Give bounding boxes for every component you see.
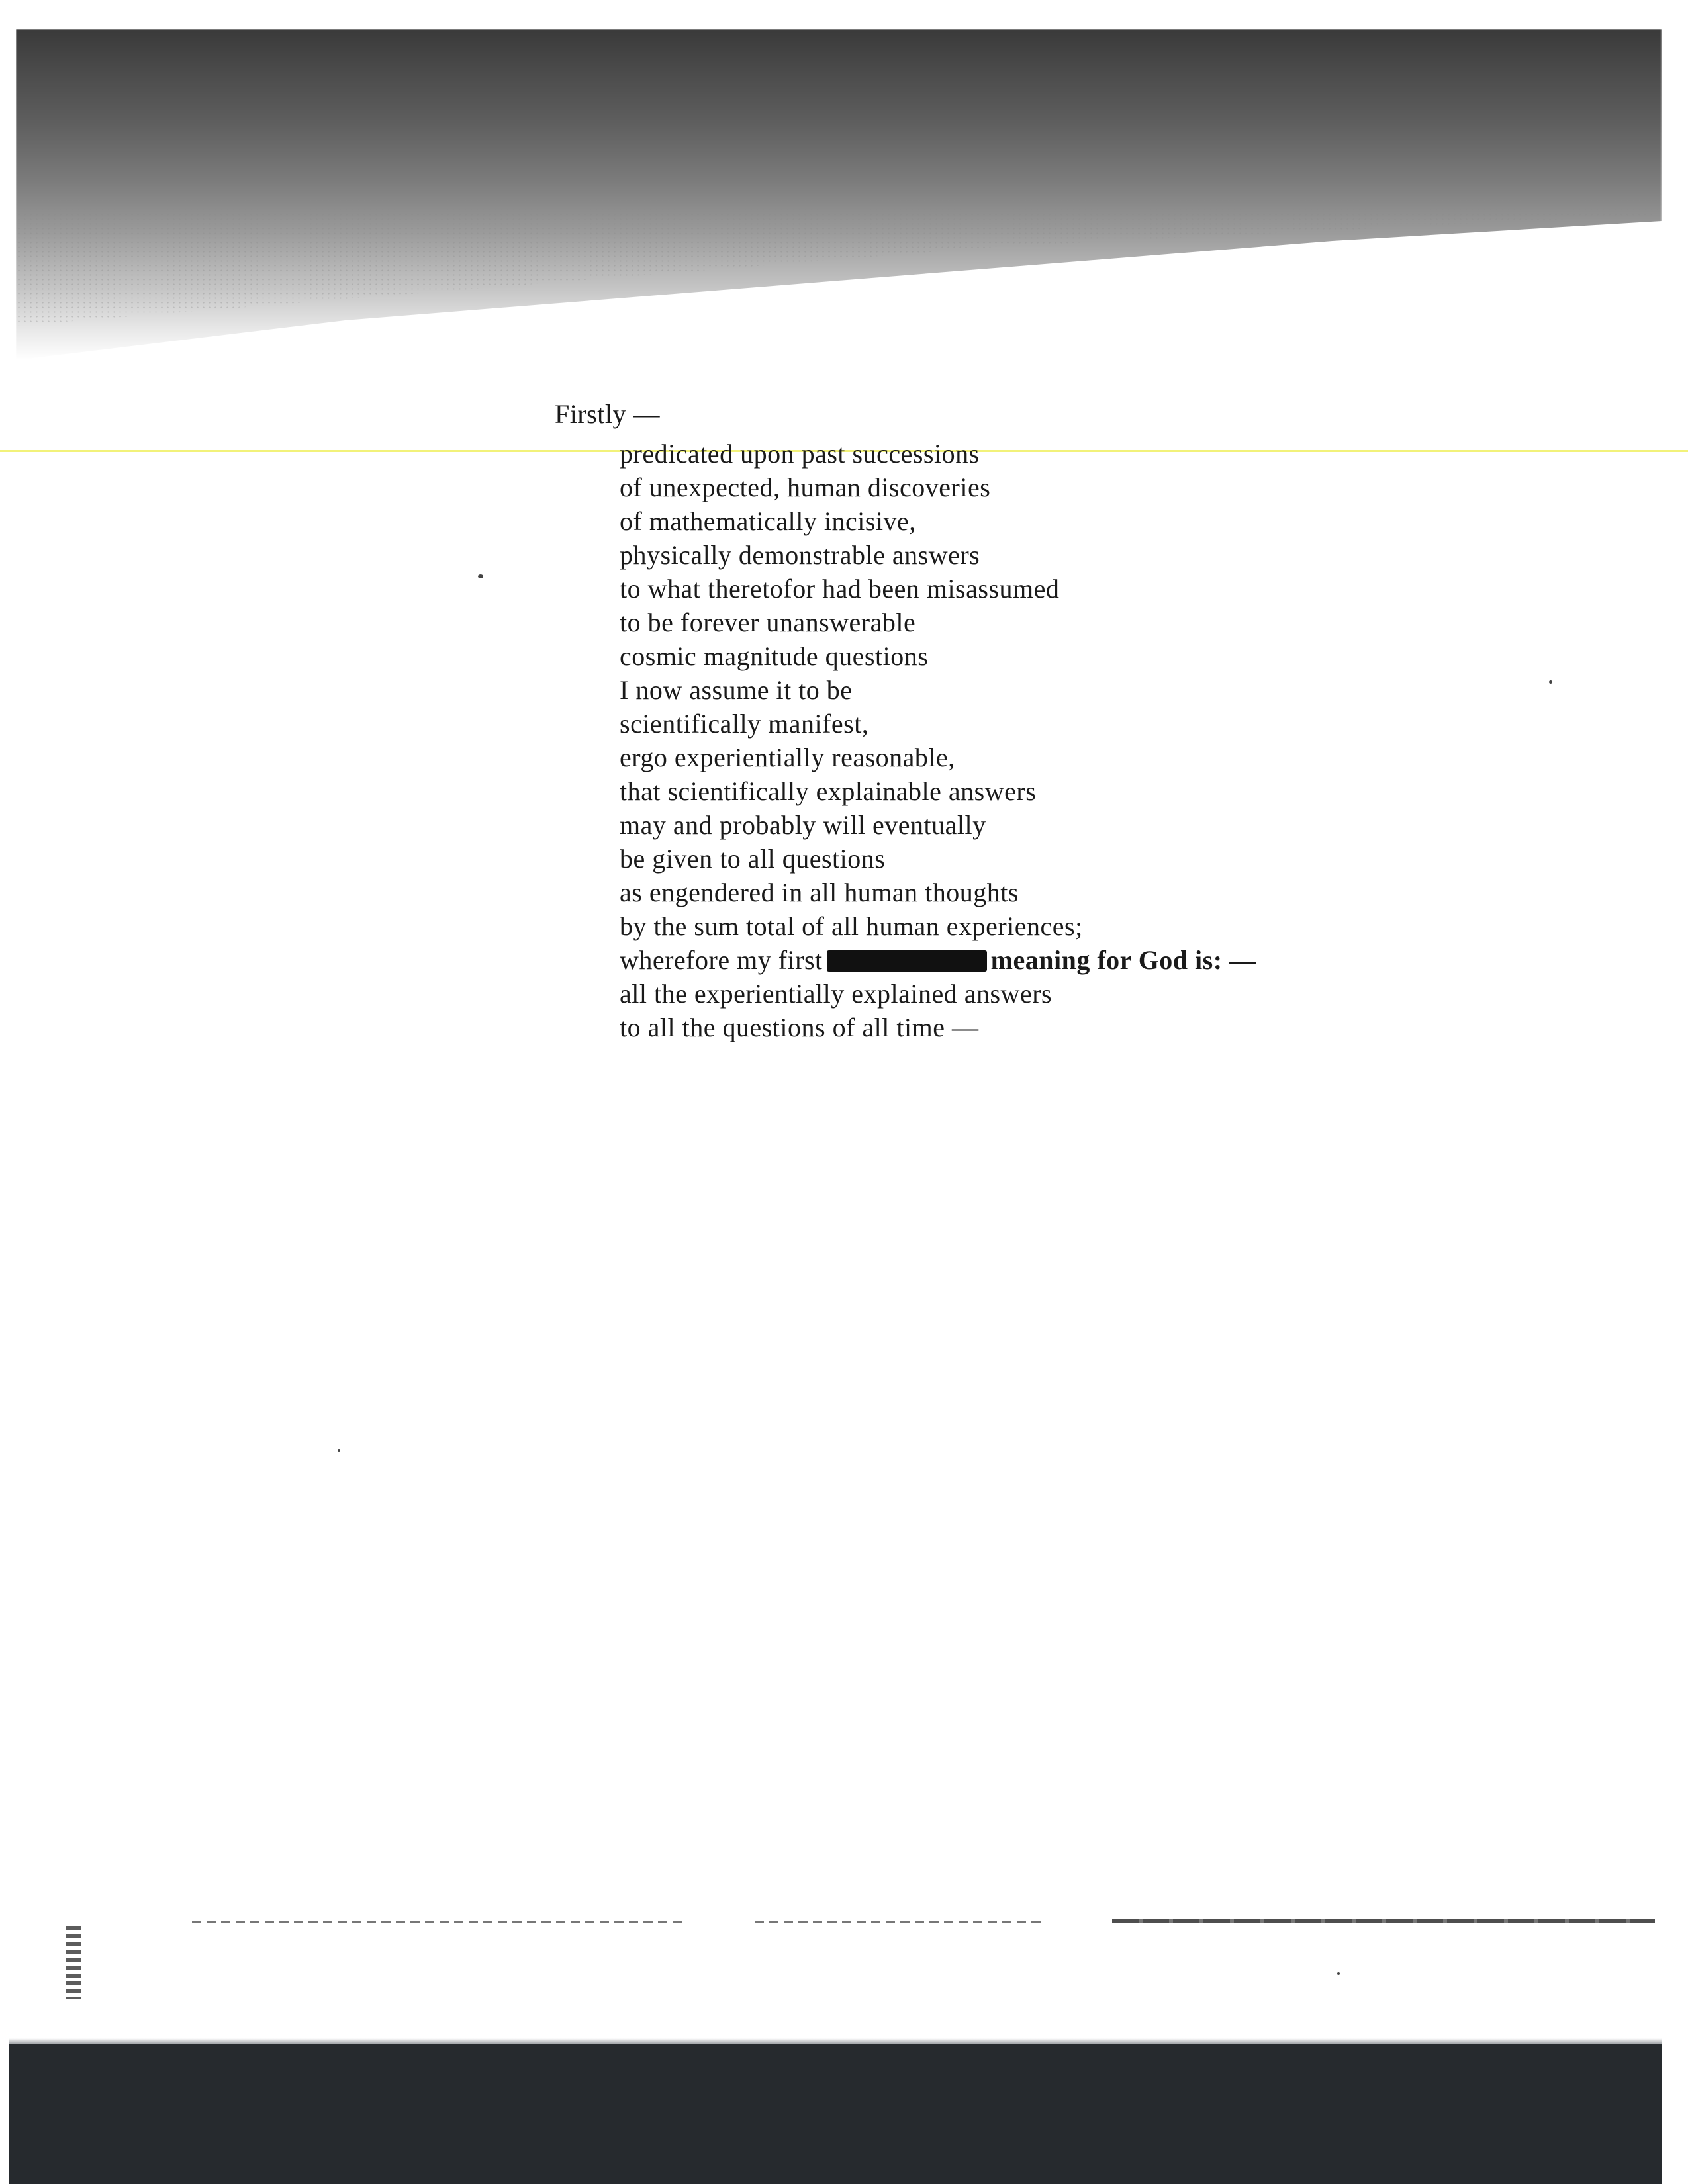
poem-line: cosmic magnitude questions bbox=[620, 641, 929, 671]
poem-line: I now assume it to be bbox=[620, 675, 853, 705]
scan-speck bbox=[338, 1449, 340, 1452]
poem-line: of unexpected, human discoveries bbox=[620, 473, 991, 502]
poem-line: predicated upon past successions bbox=[620, 439, 980, 469]
poem-line: to what theretofor had been misassumed bbox=[620, 574, 1060, 604]
poem-line: of mathematically incisive, bbox=[620, 506, 916, 536]
redaction-bar bbox=[827, 950, 987, 972]
poem-line: may and probably will eventually bbox=[620, 810, 986, 840]
scan-speck bbox=[1337, 1972, 1340, 1975]
poem-text bbox=[555, 397, 1349, 1042]
scan-dash-artifact bbox=[755, 1921, 1046, 1923]
poem-line: to all the questions of all time — bbox=[620, 1013, 979, 1042]
poem-line-redacted bbox=[620, 943, 1256, 977]
poem-line: be given to all questions bbox=[620, 844, 886, 874]
poem-line: to be forever unanswerable bbox=[620, 608, 916, 637]
scan-speck bbox=[1549, 680, 1552, 684]
redacted-line-after: meaning for God is: — bbox=[990, 945, 1256, 975]
redacted-line-before: wherefore my first bbox=[620, 945, 823, 975]
poem-line: scientifically manifest, bbox=[620, 709, 869, 739]
poem-line: by the sum total of all human experiences; bbox=[620, 911, 1083, 941]
scan-shadow-bottom bbox=[9, 2044, 1662, 2184]
poem-line: all the experientially explained answers bbox=[620, 979, 1053, 1009]
poem-line: physically demonstrable answers bbox=[620, 540, 980, 570]
poem-line: that scientifically explainable answers bbox=[620, 776, 1037, 806]
poem-line: as engendered in all human thoughts bbox=[620, 878, 1019, 907]
poem-line: ergo experientially reasonable, bbox=[620, 743, 955, 772]
scan-dash-artifact bbox=[1112, 1919, 1655, 1923]
scan-edge-mark bbox=[66, 1926, 81, 1999]
poem-heading: Firstly — bbox=[555, 399, 660, 429]
scan-speck bbox=[478, 574, 483, 578]
scan-dash-artifact bbox=[192, 1921, 682, 1923]
poem-lines bbox=[620, 437, 1256, 1044]
scan-shadow-top bbox=[16, 29, 1662, 360]
